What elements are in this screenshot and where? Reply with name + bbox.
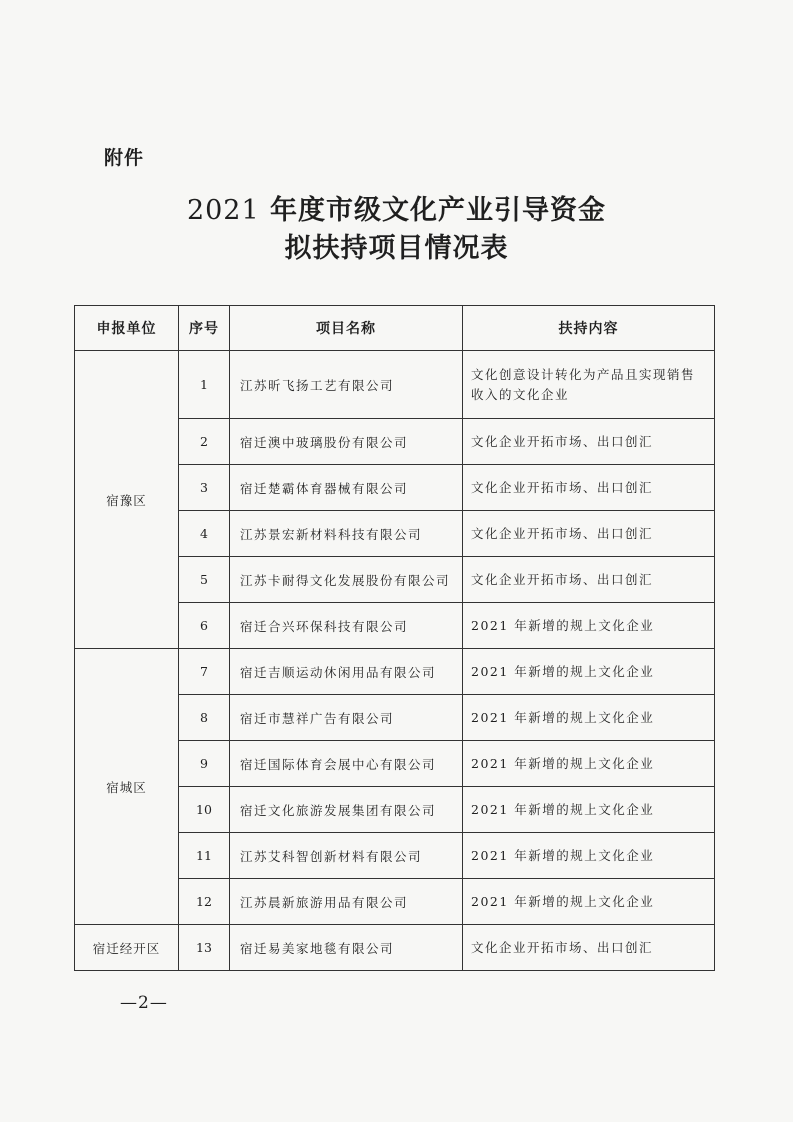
title-line-2: 拟扶持项目情况表	[284, 233, 509, 264]
project-name-cell: 江苏昕飞扬工艺有限公司	[230, 351, 463, 419]
project-name-cell: 宿迁澳中玻璃股份有限公司	[230, 419, 463, 465]
project-name-cell: 宿迁文化旅游发展集团有限公司	[230, 787, 463, 833]
project-name-cell: 宿迁合兴环保科技有限公司	[230, 603, 463, 649]
support-cell: 文化企业开拓市场、出口创汇	[463, 419, 715, 465]
project-name-cell: 宿迁易美家地毯有限公司	[230, 925, 463, 971]
project-name-cell: 宿迁吉顺运动休闲用品有限公司	[230, 649, 463, 695]
support-cell: 2021 年新增的规上文化企业	[463, 649, 715, 695]
table-row	[75, 649, 715, 695]
support-cell: 文化企业开拓市场、出口创汇	[463, 925, 715, 971]
support-cell: 文化创意设计转化为产品且实现销售收入的文化企业	[463, 351, 715, 419]
title-line-1	[0, 192, 793, 230]
title-year: 2021	[186, 195, 260, 226]
support-cell: 2021 年新增的规上文化企业	[463, 787, 715, 833]
table-row	[75, 925, 715, 971]
project-name-cell: 江苏卡耐得文化发展股份有限公司	[230, 557, 463, 603]
index-cell: 5	[179, 557, 230, 603]
index-cell: 1	[179, 351, 230, 419]
project-name-cell: 江苏晨新旅游用品有限公司	[230, 879, 463, 925]
document-title	[0, 192, 793, 268]
attachment-label: 附件	[104, 147, 145, 169]
header-unit: 申报单位	[75, 306, 179, 351]
header-project-name: 项目名称	[230, 306, 463, 351]
project-table	[74, 305, 715, 971]
unit-cell: 宿豫区	[75, 351, 179, 649]
page-number: —2—	[120, 993, 168, 1013]
support-cell: 文化企业开拓市场、出口创汇	[463, 511, 715, 557]
index-cell: 6	[179, 603, 230, 649]
index-cell: 13	[179, 925, 230, 971]
unit-cell: 宿城区	[75, 649, 179, 925]
index-cell: 3	[179, 465, 230, 511]
project-name-cell: 宿迁市慧祥广告有限公司	[230, 695, 463, 741]
support-cell: 2021 年新增的规上文化企业	[463, 741, 715, 787]
support-cell: 2021 年新增的规上文化企业	[463, 695, 715, 741]
project-name-cell: 江苏艾科智创新材料有限公司	[230, 833, 463, 879]
project-name-cell: 江苏景宏新材料科技有限公司	[230, 511, 463, 557]
header-index: 序号	[179, 306, 230, 351]
index-cell: 12	[179, 879, 230, 925]
header-support-content: 扶持内容	[463, 306, 715, 351]
project-name-cell: 宿迁国际体育会展中心有限公司	[230, 741, 463, 787]
support-cell: 2021 年新增的规上文化企业	[463, 833, 715, 879]
index-cell: 8	[179, 695, 230, 741]
index-cell: 10	[179, 787, 230, 833]
index-cell: 9	[179, 741, 230, 787]
table-header-row	[75, 306, 715, 351]
index-cell: 11	[179, 833, 230, 879]
support-cell: 文化企业开拓市场、出口创汇	[463, 465, 715, 511]
index-cell: 7	[179, 649, 230, 695]
support-cell: 2021 年新增的规上文化企业	[463, 879, 715, 925]
support-cell: 2021 年新增的规上文化企业	[463, 603, 715, 649]
table-row	[75, 351, 715, 419]
project-name-cell: 宿迁楚霸体育器械有限公司	[230, 465, 463, 511]
title-line-1-text: 年度市级文化产业引导资金	[259, 195, 607, 226]
support-cell: 文化企业开拓市场、出口创汇	[463, 557, 715, 603]
unit-cell: 宿迁经开区	[75, 925, 179, 971]
index-cell: 2	[179, 419, 230, 465]
index-cell: 4	[179, 511, 230, 557]
